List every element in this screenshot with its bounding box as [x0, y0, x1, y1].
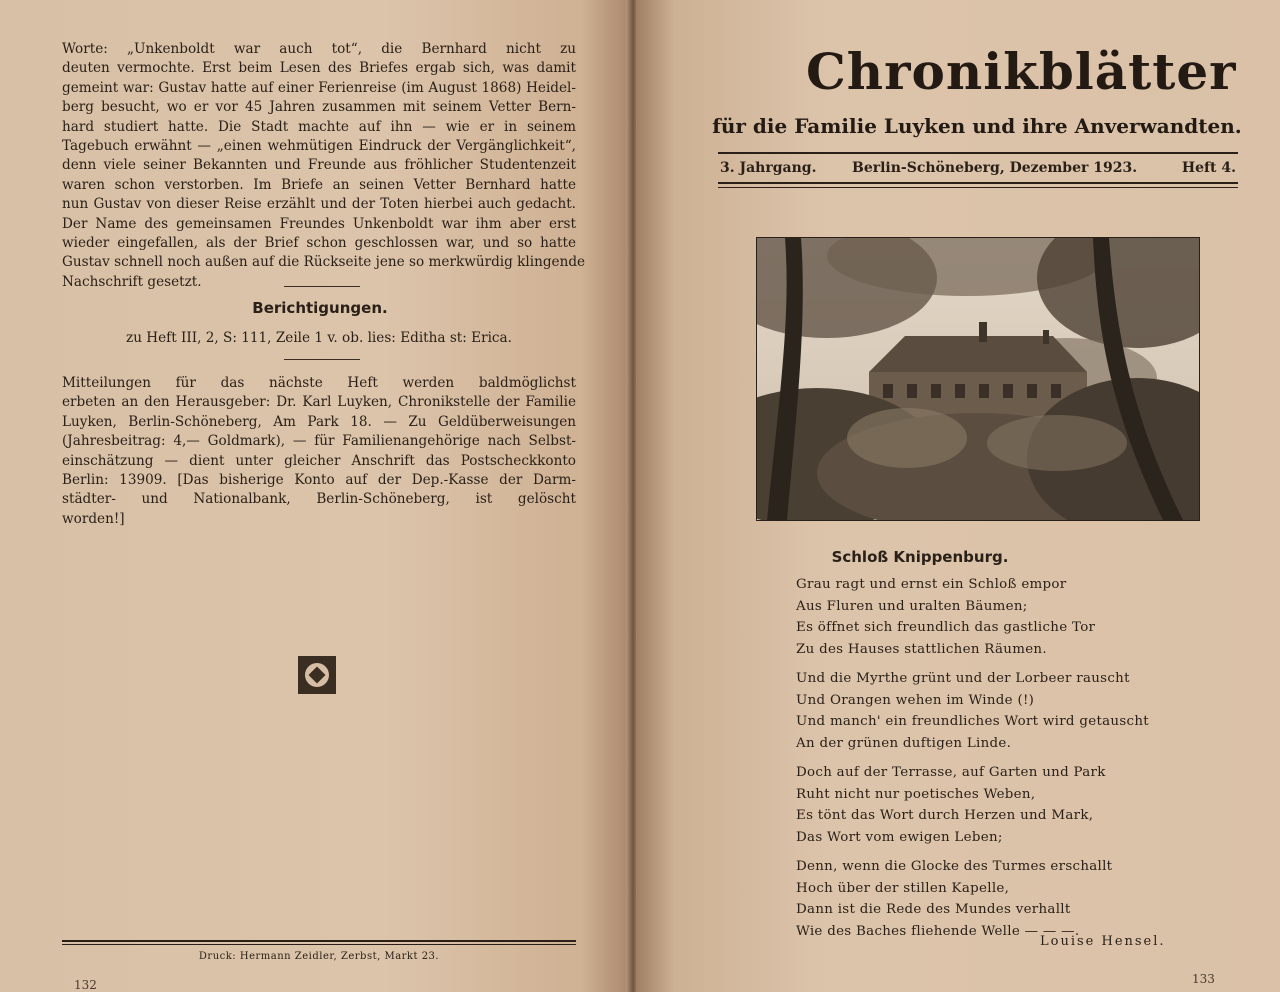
text-line: (Jahresbeitrag: 4,— Goldmark), — für Familienangehörige nach Selbst-	[62, 433, 576, 450]
masthead-subtitle: für die Familie Luyken und ihre Anverwandten.	[712, 114, 1242, 138]
poem	[796, 574, 1156, 950]
text-line: waren schon verstorben. Im Briefe an seinen Vetter Bernhard hatte	[62, 176, 576, 193]
text-line: städter- und Nationalbank, Berlin-Schöneberg, ist gelöscht	[62, 491, 576, 508]
castle-photo-image	[757, 238, 1199, 520]
ornament-icon	[298, 656, 336, 694]
text-line: Tagebuch erwähnt — „einen wehmütigen Eindruck der Vergänglichkeit“,	[62, 138, 576, 155]
text-line: Der Name des gemeinsamen Freundes Unkenboldt war ihm aber erst	[62, 215, 576, 232]
issue-number: Heft 4.	[1181, 160, 1236, 176]
text-line: Luyken, Berlin-Schöneberg, Am Park 18. — Zu Geldüberweisungen	[62, 413, 576, 430]
printer-imprint: Druck: Hermann Zeidler, Zerbst, Markt 23.	[198, 951, 440, 962]
text-line: Mitteilungen für das nächste Heft werden baldmöglichst	[62, 375, 576, 391]
issue-volume: 3. Jahrgang.	[720, 160, 817, 176]
poem-verse: Aus Fluren und uralten Bäumen;	[796, 598, 1028, 614]
poem-verse: Grau ragt und ernst ein Schloß empor	[796, 577, 1067, 592]
poem-verse: Doch auf der Terrasse, auf Garten und Park	[796, 765, 1106, 780]
poem-verse: Und Orangen wehen im Winde (!)	[796, 692, 1035, 708]
poem-verse: Es öffnet sich freundlich das gastliche Tor	[796, 620, 1096, 635]
poem-verse: Denn, wenn die Glocke des Turmes erschallt	[796, 859, 1113, 874]
text-line: nun Gustav von dieser Reise erzählt und der Toten hierbei auch gedacht.	[62, 196, 576, 213]
page-number: 133	[1192, 972, 1215, 986]
corrections-text: zu Heft III, 2, S: 111, Zeile 1 v. ob. lies: Editha st: Erica.	[126, 330, 512, 346]
poem-verse: Das Wort vom ewigen Leben;	[796, 829, 1003, 845]
divider-rule	[284, 359, 360, 360]
poem-verse: Und manch' ein freundliches Wort wird getauscht	[796, 714, 1149, 729]
issue-bar	[718, 160, 1238, 180]
text-line: einschätzung — dient unter gleicher Anschrift das Postscheckkonto	[62, 452, 576, 469]
poem-stanza	[796, 762, 1156, 848]
poem-verse: Es tönt das Wort durch Herzen und Mark,	[796, 808, 1094, 823]
castle-photo	[756, 237, 1200, 521]
intro-paragraph	[62, 40, 586, 292]
text-line: Gustav schnell noch außen auf die Rückseite jene so merkwürdig klingende	[62, 254, 586, 271]
text-line: deuten vermochte. Erst beim Lesen des Briefes ergab sich, was damit	[62, 60, 576, 77]
text-line: berg besucht, wo er vor 45 Jahren zusammen mit seinem Vetter Bern-	[62, 99, 576, 116]
text-line: Nachschrift gesetzt.	[62, 273, 202, 290]
poem-verse: Ruht nicht nur poetisches Weben,	[796, 786, 1036, 802]
poem-verse: Dann ist die Rede des Mundes verhallt	[796, 902, 1071, 917]
text-line: erbeten an den Herausgeber: Dr. Karl Luyken, Chronikstelle der Familie	[62, 394, 576, 411]
text-line: hard studiert hatte. Die Stadt machte auf ihn — wie er in seinem	[62, 118, 576, 135]
poem-stanza	[796, 574, 1156, 660]
poem-verse: An der grünen duftigen Linde.	[796, 735, 1012, 751]
issue-place-date: Berlin-Schöneberg, Dezember 1923.	[852, 160, 1138, 176]
poem-verse: Und die Myrthe grünt und der Lorbeer rauscht	[796, 671, 1130, 686]
notice-paragraph	[62, 374, 576, 529]
text-line: wieder eingefallen, als der Brief schon geschlossen war, und so hatte	[62, 235, 576, 252]
poem-verse: Wie des Baches fliehende Welle — — —.	[796, 923, 1080, 939]
poem-title: Schloß Knippenburg.	[831, 548, 1009, 566]
masthead-title: Chronikblätter	[806, 42, 1237, 101]
footer-rule	[62, 940, 576, 942]
corrections-heading: Berichtigungen.	[252, 299, 388, 317]
poem-author: Louise Hensel.	[1040, 934, 1166, 949]
poem-verse: Hoch über der stillen Kapelle,	[796, 880, 1010, 896]
issue-rule-bottom	[718, 182, 1238, 188]
footer-rule	[62, 944, 576, 945]
text-line: denn viele seiner Bekannten und Freunde aus fröhlicher Studentenzeit	[62, 157, 576, 174]
issue-rule-top	[718, 152, 1238, 154]
left-page	[0, 0, 632, 992]
text-line: worden!]	[62, 510, 125, 527]
text-line: Berlin: 13909. [Das bisherige Konto auf der Dep.-Kasse der Darm-	[62, 472, 576, 489]
poem-stanza	[796, 856, 1156, 942]
poem-verse: Zu des Hauses stattlichen Räumen.	[796, 641, 1047, 657]
text-line: gemeint war: Gustav hatte auf einer Ferienreise (im August 1868) Heidel-	[62, 79, 576, 96]
page-number: 132	[74, 978, 97, 992]
text-line: Worte: „Unkenboldt war auch tot“, die Bernhard nicht zu	[62, 41, 576, 57]
poem-stanza	[796, 668, 1156, 754]
divider-rule	[284, 286, 360, 287]
